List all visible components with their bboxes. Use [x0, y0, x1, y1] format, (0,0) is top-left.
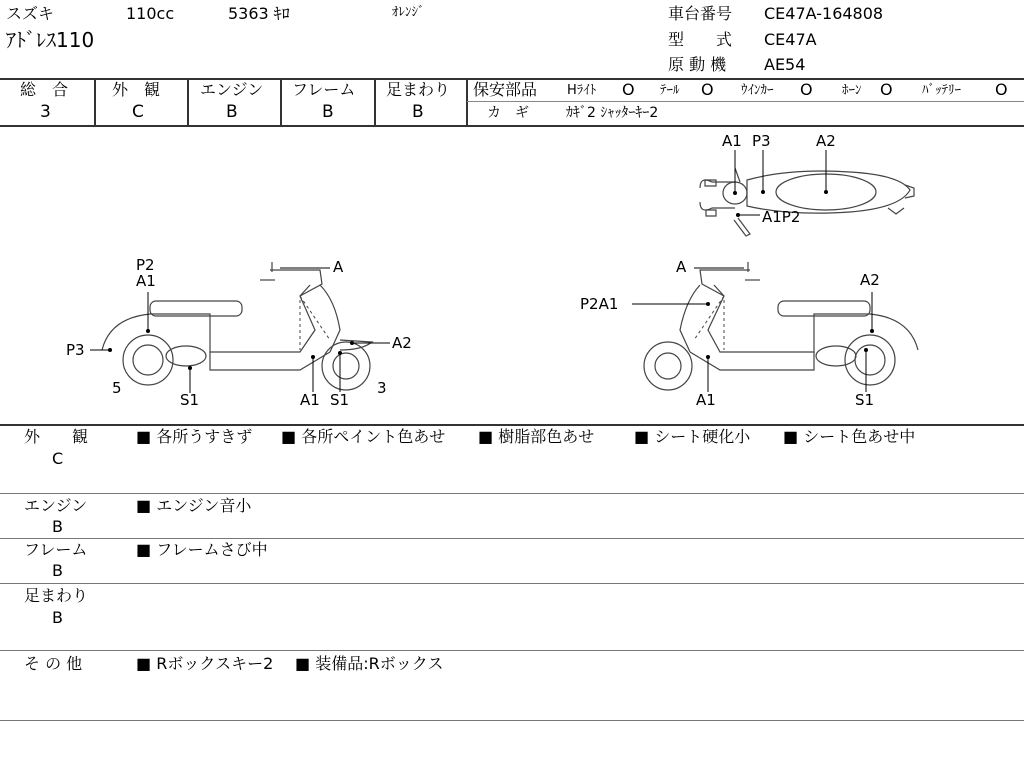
engine-model-value: AE54: [764, 55, 806, 74]
grade-exterior-value: C: [132, 102, 144, 122]
type-label: 型 式: [668, 30, 733, 49]
section-grade: B: [52, 608, 63, 627]
list-item: ■ Rボックスキー2: [136, 654, 274, 673]
list-item: ■ エンジン音小: [136, 496, 252, 515]
label-a2-left: A2: [392, 334, 412, 352]
safety-item-horn: ﾎｰﾝ: [842, 83, 862, 98]
label-p3-top: P3: [752, 132, 771, 150]
safety-item-tail: ﾃｰﾙ: [660, 83, 680, 98]
safety-item-headlight: Hﾗｲﾄ: [567, 83, 597, 98]
divider: [0, 650, 1024, 651]
label-a2-right: A2: [860, 271, 880, 289]
safety-item-battery-mark: O: [995, 80, 1008, 99]
label-a-left: A: [333, 258, 344, 276]
divider: [0, 720, 1024, 721]
model-name: ｱﾄﾞﾚｽ110: [6, 28, 95, 52]
list-item: ■ 装備品:Rボックス: [295, 654, 444, 673]
body-color: ｵﾚﾝｼﾞ: [392, 5, 425, 20]
grade-engine-label: エンジン: [200, 80, 264, 99]
divider: [374, 79, 376, 125]
divider: [0, 538, 1024, 539]
frame-number-label: 車台番号: [668, 4, 733, 23]
top-view-scooter: [700, 168, 914, 236]
label-a1-right: A1: [696, 391, 716, 409]
list-item: ■ フレームさび中: [136, 540, 268, 559]
divider: [467, 101, 1024, 102]
divider: [466, 79, 468, 125]
grade-engine-value: B: [226, 102, 238, 122]
section-grade: B: [52, 561, 63, 580]
safety-item-battery: ﾊﾞｯﾃﾘｰ: [922, 83, 961, 98]
divider: [187, 79, 189, 125]
grade-frame-label: フレーム: [292, 80, 356, 99]
label-p3-left: P3: [66, 341, 85, 359]
label-a1-bottom-left: A1: [300, 391, 320, 409]
label-a2-top: A2: [816, 132, 836, 150]
displacement: 110cc: [126, 4, 175, 23]
divider: [94, 79, 96, 125]
key-label: カ ギ: [487, 105, 529, 121]
grade-overall-label: 総 合: [20, 80, 69, 99]
safety-item-headlight-mark: O: [622, 80, 635, 99]
safety-item-horn-mark: O: [880, 80, 893, 99]
divider: [0, 583, 1024, 584]
list-item: ■ シート色あせ中: [783, 427, 916, 446]
mileage: 5363 ｷﾛ: [228, 4, 290, 23]
frame-number: CE47A-164808: [764, 4, 884, 23]
label-p2a1-right: P2A1: [580, 295, 619, 313]
list-item: ■ 樹脂部色あせ: [478, 427, 595, 446]
key-value: ｶｷﾞ2 ｼｬｯﾀｰｷｰ2: [566, 105, 659, 121]
safety-label: 保安部品: [473, 80, 538, 99]
list-item: ■ シート硬化小: [634, 427, 751, 446]
label-s1-right: S1: [855, 391, 875, 409]
section-label: フレーム: [24, 540, 88, 559]
safety-item-tail-mark: O: [701, 80, 714, 99]
grade-suspension-label: 足まわり: [386, 80, 451, 99]
label-a-right: A: [676, 258, 687, 276]
section-label: エンジン: [24, 496, 88, 515]
list-item: ■ 各所ペイント色あせ: [281, 427, 446, 446]
divider: [0, 493, 1024, 494]
engine-model-label: 原 動 機: [668, 55, 727, 74]
label-a1p2-top: A1P2: [762, 208, 801, 226]
section-label: 足まわり: [24, 586, 89, 605]
safety-item-winker-mark: O: [800, 80, 813, 99]
safety-item-winker: ｳｲﾝｶｰ: [741, 83, 774, 98]
section-grade: B: [52, 517, 63, 536]
section-label: そ の 他: [24, 654, 83, 673]
section-label: 外 観: [24, 427, 89, 446]
divider: [0, 424, 1024, 426]
divider: [280, 79, 282, 125]
label-s1-left: S1: [180, 391, 200, 409]
list-item: ■ 各所うすきず: [136, 427, 253, 446]
grade-overall-value: 3: [40, 102, 51, 122]
type-value: CE47A: [764, 30, 817, 49]
label-a1-left: A1: [136, 272, 156, 290]
grade-frame-value: B: [322, 102, 334, 122]
grade-suspension-value: B: [412, 102, 424, 122]
label-p2-left: P2: [136, 256, 155, 274]
label-a1-top: A1: [722, 132, 742, 150]
maker: スズキ: [6, 4, 55, 23]
label-5-left: 5: [112, 379, 122, 397]
label-3-left: 3: [377, 379, 387, 397]
section-grade: C: [52, 449, 64, 468]
damage-diagram: [0, 126, 1024, 424]
label-s1-bottom-left: S1: [330, 391, 350, 409]
grade-exterior-label: 外 観: [112, 80, 161, 99]
